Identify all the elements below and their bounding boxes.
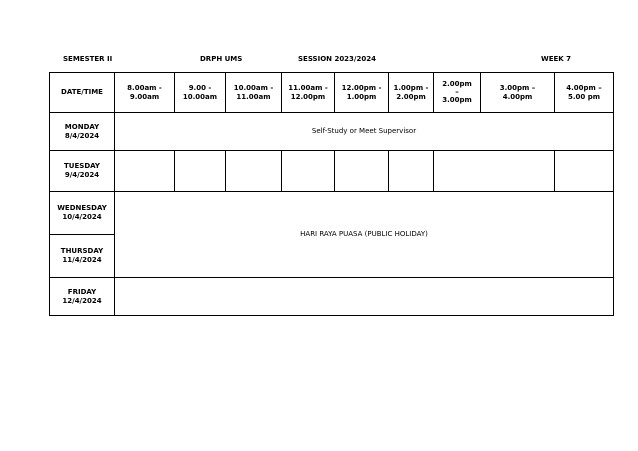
empty-slot-cell [389, 151, 434, 192]
day-name: FRIDAY [67, 287, 97, 296]
time-slot-end: 3.00pm [442, 96, 472, 104]
empty-slot-cell [282, 151, 335, 192]
time-slot-header [555, 73, 614, 113]
day-row-wednesday [50, 192, 614, 235]
semester-label: SEMESTER II [63, 55, 113, 63]
time-slot-end: 10.00am [182, 92, 218, 101]
time-slot-header [282, 73, 335, 113]
time-slot-header [115, 73, 175, 113]
time-slot-end: 4.00pm [502, 92, 533, 101]
day-date: 9/4/2024 [64, 171, 100, 179]
day-label-cell [50, 113, 115, 151]
time-slot-start: 12.00pm - [341, 83, 382, 92]
day-date: 12/4/2024 [62, 296, 102, 305]
time-slot-header [226, 73, 282, 113]
time-slot-header [389, 73, 434, 113]
monday-entry: Self-Study or Meet Supervisor [115, 113, 614, 151]
timetable [49, 72, 614, 316]
empty-slot-cell [555, 151, 614, 192]
empty-slot-cell [226, 151, 282, 192]
time-slot-start: 8.00am - [127, 83, 162, 92]
time-slot-start: 11.00am - [288, 83, 328, 92]
time-slot-dash: – [455, 88, 459, 96]
time-slot-end: 12.00pm [290, 92, 326, 101]
corner-header: DATE/TIME [50, 73, 115, 113]
day-label-cell [50, 235, 115, 278]
time-slot-end: 1.00pm [346, 92, 377, 101]
time-slot-end: 9.00am [129, 92, 160, 101]
time-slot-start: 1.00pm - [393, 83, 429, 92]
time-slot-start: 4.00pm – [566, 83, 602, 92]
empty-slot-cell [175, 151, 226, 192]
department-label: DRPH UMS [200, 55, 243, 63]
time-slot-header [335, 73, 389, 113]
day-row-monday [50, 113, 614, 151]
day-date: 11/4/2024 [62, 256, 102, 264]
time-slot-end: 5.00 pm [567, 92, 600, 101]
empty-slot-cell [335, 151, 389, 192]
day-date: 8/4/2024 [64, 131, 100, 140]
time-slot-start: 2.00pm [442, 80, 472, 88]
day-name: THURSDAY [60, 247, 104, 255]
time-slot-start: 10.00am - [233, 83, 274, 92]
time-slot-header [434, 73, 481, 113]
time-slot-end: 2.00pm [396, 92, 426, 101]
empty-slot-cell [434, 151, 555, 192]
week-label: WEEK 7 [541, 55, 572, 63]
day-date: 10/4/2024 [62, 213, 102, 221]
header-row [50, 73, 614, 113]
day-name: TUESDAY [64, 162, 100, 170]
empty-slot-cell [115, 151, 175, 192]
session-label: SESSION 2023/2024 [298, 55, 376, 63]
time-slot-end: 11.00am [236, 92, 271, 101]
day-label-cell [50, 278, 115, 316]
time-slot-start: 3.00pm – [499, 83, 536, 92]
time-slot-header [175, 73, 226, 113]
day-name: WEDNESDAY [57, 204, 107, 212]
day-label-cell [50, 192, 115, 235]
holiday-entry: HARI RAYA PUASA (PUBLIC HOLIDAY) [115, 192, 614, 278]
time-slot-start: 9.00 - [188, 83, 212, 92]
time-slot-header [481, 73, 555, 113]
day-row-friday [50, 278, 614, 316]
day-row-tuesday [50, 151, 614, 192]
day-label-cell [50, 151, 115, 192]
day-name: MONDAY [64, 122, 100, 131]
empty-slot-cell [115, 278, 614, 316]
